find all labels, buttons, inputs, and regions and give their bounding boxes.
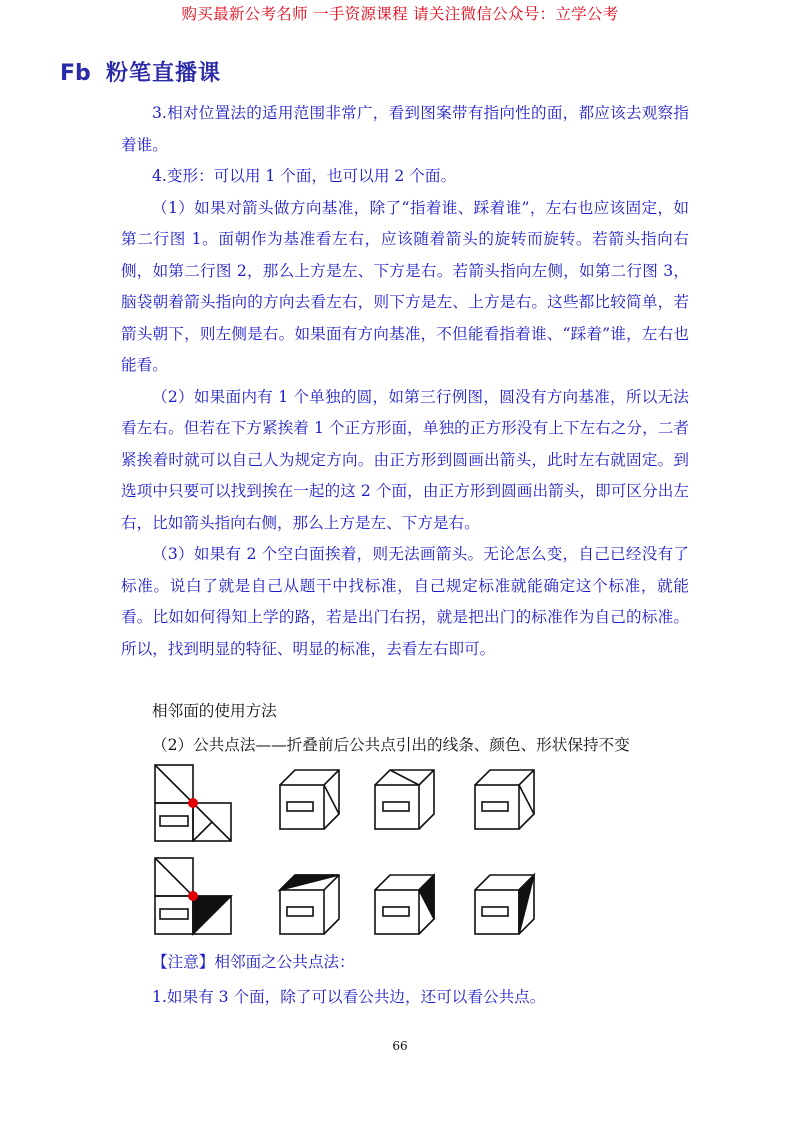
- page-number: 66: [392, 1039, 408, 1053]
- paragraph-4-1: （1）如果对箭头做方向基准，除了“指着谁、踩着谁”，左右也应该固定，如第二行图 1。面朝作为基准看左右，应该随着箭头的旋转而旋转。若箭头指向右侧，如第二行图 2，那么上方是左、下方是右。若箭头指向左侧，如第二行图 3，脑袋朝着箭头指向的方向去看左右，则下方是左、上方是右。这些都比较简单，若箭头朝下，则左侧是右。如果面有方向基准，不但能看指着谁、“踩着”谁，左右也能看。: [121, 198, 689, 374]
- cube-2-2: [375, 875, 434, 934]
- paragraph-4: 4.变形：可以用 1 个面，也可以用 2 个面。: [152, 167, 457, 185]
- common-point-1: [188, 798, 198, 808]
- cube-2-3: [475, 875, 534, 934]
- cube-figure: [150, 760, 560, 945]
- main-content: [121, 98, 689, 665]
- paragraph-4-2: （2）如果面内有 1 个单独的圆，如第三行例图，圆没有方向基准，所以无法看左右。但若在下方紧挨着 1 个正方形面，单独的正方形没有上下左右之分，二者紧挨着时就可以自己人为规定方向。由正方形到圆画出箭头，此时左右就固定。到选项中只要可以找到挨在一起的这 2 个面，由正方形到圆画出箭头，即可区分出左右，比如箭头指向右侧，那么上方是左、下方是右。: [121, 387, 689, 532]
- net-row-1: [155, 765, 231, 841]
- brand-logo: [60, 56, 221, 87]
- top-banner: 购买最新公考名师 一手资源课程 请关注微信公众号：立学公考: [181, 5, 619, 23]
- logo-text: 粉笔直播课: [106, 61, 222, 86]
- cube-1-1: [280, 770, 339, 829]
- section-subtitle: （2）公共点法——折叠前后公共点引出的线条、颜色、形状保持不变: [152, 736, 630, 754]
- section-title: 相邻面的使用方法: [152, 702, 277, 720]
- cube-1-2: [375, 770, 434, 829]
- paragraph-3: 3.相对位置法的适用范围非常广，看到图案带有指向性的面，都应该去观察指着谁。: [121, 104, 689, 154]
- fb-logo-icon: [60, 61, 100, 83]
- cube-1-3: [475, 770, 534, 829]
- note-item-1: 1.如果有 3 个面，除了可以看公共边，还可以看公共点。: [152, 988, 546, 1006]
- common-point-2: [188, 891, 198, 901]
- net-row-2: [155, 858, 231, 934]
- svg-text:Fb: Fb: [60, 60, 91, 83]
- note-title: 【注意】相邻面之公共点法：: [152, 953, 355, 971]
- paragraph-4-3: （3）如果有 2 个空白面挨着，则无法画箭头。无论怎么变，自己已经没有了标准。说白了就是自己从题干中找标准，自己规定标准就能确定这个标准，就能看。比如如何得知上学的路，若是出门右拐，就是把出门的标准作为自己的标准。所以，找到明显的特征、明显的标准，去看左右即可。: [121, 545, 689, 658]
- cube-2-1: [280, 875, 339, 934]
